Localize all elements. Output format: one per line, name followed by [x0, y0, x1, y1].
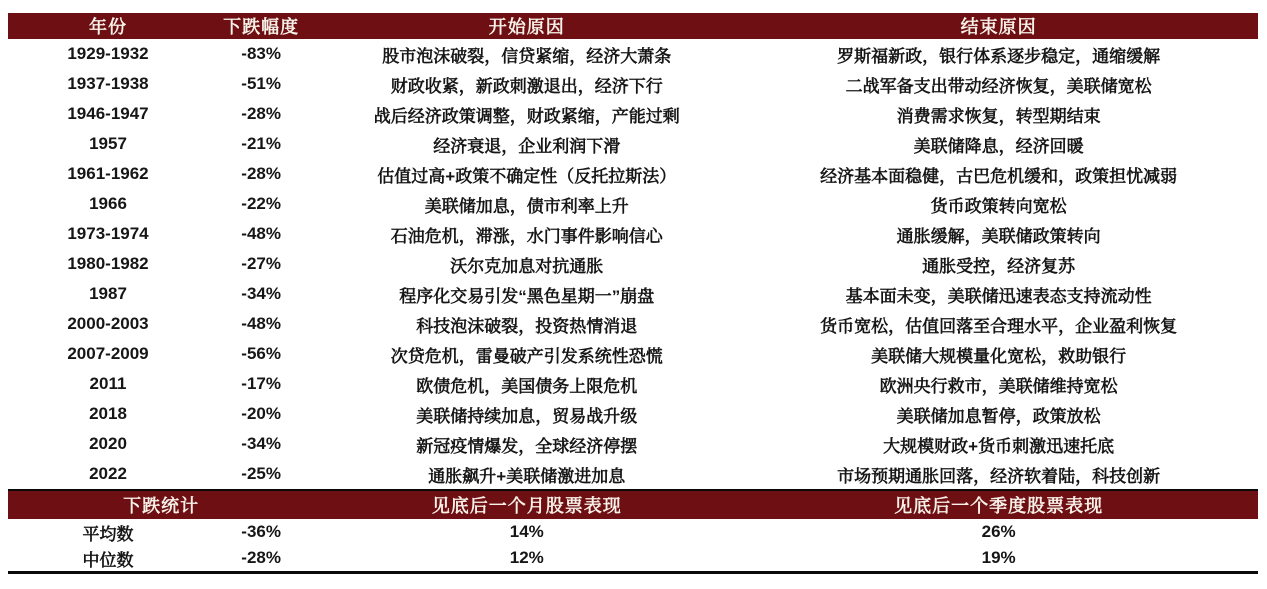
stats-body — [8, 519, 1258, 573]
table-cell: -36% — [241, 522, 281, 541]
table-cell: -28% — [208, 545, 314, 573]
table-row — [8, 279, 1258, 309]
table-cell: 美联储加息暂停，政策放松 — [896, 406, 1101, 426]
table-row — [8, 339, 1258, 369]
table-cell: -17% — [241, 374, 281, 393]
table-cell: 科技泡沫破裂，投资热情消退 — [416, 316, 638, 336]
table-row — [8, 69, 1258, 99]
table-cell: 14% — [509, 522, 544, 541]
table-cell: 通胀受控，经济复苏 — [922, 256, 1076, 276]
table-cell: 2007-2009 — [67, 344, 149, 363]
table-cell: 美联储加息，债市利率上升 — [424, 196, 629, 216]
table-row — [8, 39, 1258, 69]
table-cell: -83% — [241, 44, 281, 63]
table-cell: 基本面未变，美联储迅速表态支持流动性 — [845, 286, 1152, 306]
table-cell: 2018 — [89, 404, 127, 423]
table-cell: 次贷危机，雷曼破产引发系统性恐慌 — [390, 346, 663, 366]
table-row — [8, 309, 1258, 339]
table-cell: 二战军备支出带动经济恢复，美联储宽松 — [845, 76, 1152, 96]
table-cell: -28% — [241, 164, 281, 183]
table-cell: -27% — [241, 254, 281, 273]
table-cell: 1929-1932 — [67, 44, 149, 63]
table-cell: 货币宽松，估值回落至合理水平，企业盈利恢复 — [820, 316, 1178, 336]
table-cell: 2020 — [89, 434, 127, 453]
table-row — [8, 189, 1258, 219]
table-row — [8, 519, 1258, 545]
table-row — [8, 159, 1258, 189]
stats-header-label: 下跌统计 — [8, 490, 314, 519]
table-cell: 美联储降息，经济回暖 — [913, 136, 1084, 156]
table-cell: 市场预期通胀回落，经济软着陆，科技创新 — [837, 466, 1161, 486]
table-cell: 1961-1962 — [67, 164, 149, 183]
table-cell: -22% — [241, 194, 281, 213]
table-cell: -48% — [241, 224, 281, 243]
table-body — [8, 39, 1258, 490]
table-cell: 1937-1938 — [67, 74, 149, 93]
table-cell: -34% — [241, 434, 281, 453]
table-row — [8, 129, 1258, 159]
table-cell: -48% — [241, 314, 281, 333]
table-cell: 1980-1982 — [67, 254, 149, 273]
table-cell: 欧洲央行救市，美联储维持宽松 — [879, 376, 1118, 396]
table-cell: 美联储大规模量化宽松，救助银行 — [871, 346, 1127, 366]
table-cell: 沃尔克加息对抗通胀 — [450, 256, 604, 276]
table-cell: 股市泡沫破裂，信贷紧缩，经济大萧条 — [382, 46, 672, 66]
table-cell: 大规模财政+货币刺激迅速托底 — [883, 436, 1115, 456]
table-row — [8, 399, 1258, 429]
stats-header-row — [8, 490, 1258, 519]
table-cell: 中位数 — [8, 545, 208, 573]
table-row — [8, 369, 1258, 399]
table-cell: 19% — [739, 545, 1258, 573]
table-cell: 2000-2003 — [67, 314, 149, 333]
table-cell: 2011 — [89, 374, 127, 393]
table-row — [8, 429, 1258, 459]
table-cell: 1973-1974 — [67, 224, 149, 243]
stats-header-quarter: 见底后一个季度股票表现 — [739, 490, 1258, 519]
header-row — [8, 13, 1258, 39]
table-cell: 罗斯福新政，银行体系逐步稳定，通缩缓解 — [837, 46, 1161, 66]
table-cell: 1966 — [89, 194, 127, 213]
table-cell: -21% — [241, 134, 281, 153]
table-row — [8, 545, 1258, 573]
table-cell: 1946-1947 — [67, 104, 149, 123]
table-cell: -20% — [241, 404, 281, 423]
table-cell: 新冠疫情爆发，全球经济停摆 — [416, 436, 638, 456]
table-cell: 经济衰退，企业利润下滑 — [433, 136, 621, 156]
header-start-reason: 开始原因 — [314, 13, 739, 39]
table-cell: 2022 — [89, 464, 127, 483]
table-cell: 石油危机，滞涨，水门事件影响信心 — [390, 226, 663, 246]
table-wrap — [8, 13, 1258, 574]
table-cell: -51% — [241, 74, 281, 93]
table-cell: 美联储持续加息，贸易战升级 — [416, 406, 638, 426]
table-cell: 26% — [981, 522, 1016, 541]
table-cell: 估值过高+政策不确定性（反托拉斯法） — [377, 166, 677, 186]
table-cell: -25% — [241, 464, 281, 483]
header-decline: 下跌幅度 — [208, 13, 314, 39]
header-end-reason: 结束原因 — [739, 13, 1258, 39]
table-row — [8, 99, 1258, 129]
table-cell: -28% — [241, 104, 281, 123]
table-cell: 12% — [314, 545, 739, 573]
table-cell: 平均数 — [82, 524, 134, 544]
stats-header-month: 见底后一个月股票表现 — [314, 490, 739, 519]
table-cell: 战后经济政策调整，财政紧缩，产能过剩 — [373, 106, 680, 126]
table-cell: 欧债危机，美国债务上限危机 — [416, 376, 638, 396]
table-cell: 通胀缓解，美联储政策转向 — [896, 226, 1101, 246]
table-cell: 消费需求恢复，转型期结束 — [896, 106, 1101, 126]
table-cell: 通胀飙升+美联储激进加息 — [428, 466, 626, 486]
table-cell: 程序化交易引发“黑色星期一”崩盘 — [399, 286, 655, 306]
table-row — [8, 249, 1258, 279]
header-year: 年份 — [8, 13, 208, 39]
market-decline-table — [8, 13, 1258, 574]
table-cell: -56% — [241, 344, 281, 363]
stats-header-section — [8, 490, 1258, 519]
table-cell: 经济基本面稳健，古巴危机缓和，政策担忧减弱 — [820, 166, 1178, 186]
table-cell: -34% — [241, 284, 281, 303]
table-cell: 财政收紧，新政刺激退出，经济下行 — [390, 76, 663, 96]
table-header — [8, 13, 1258, 39]
table-row — [8, 219, 1258, 249]
table-cell: 1957 — [89, 134, 127, 153]
table-cell: 货币政策转向宽松 — [930, 196, 1067, 216]
table-cell: 1987 — [89, 284, 127, 303]
table-row — [8, 459, 1258, 490]
